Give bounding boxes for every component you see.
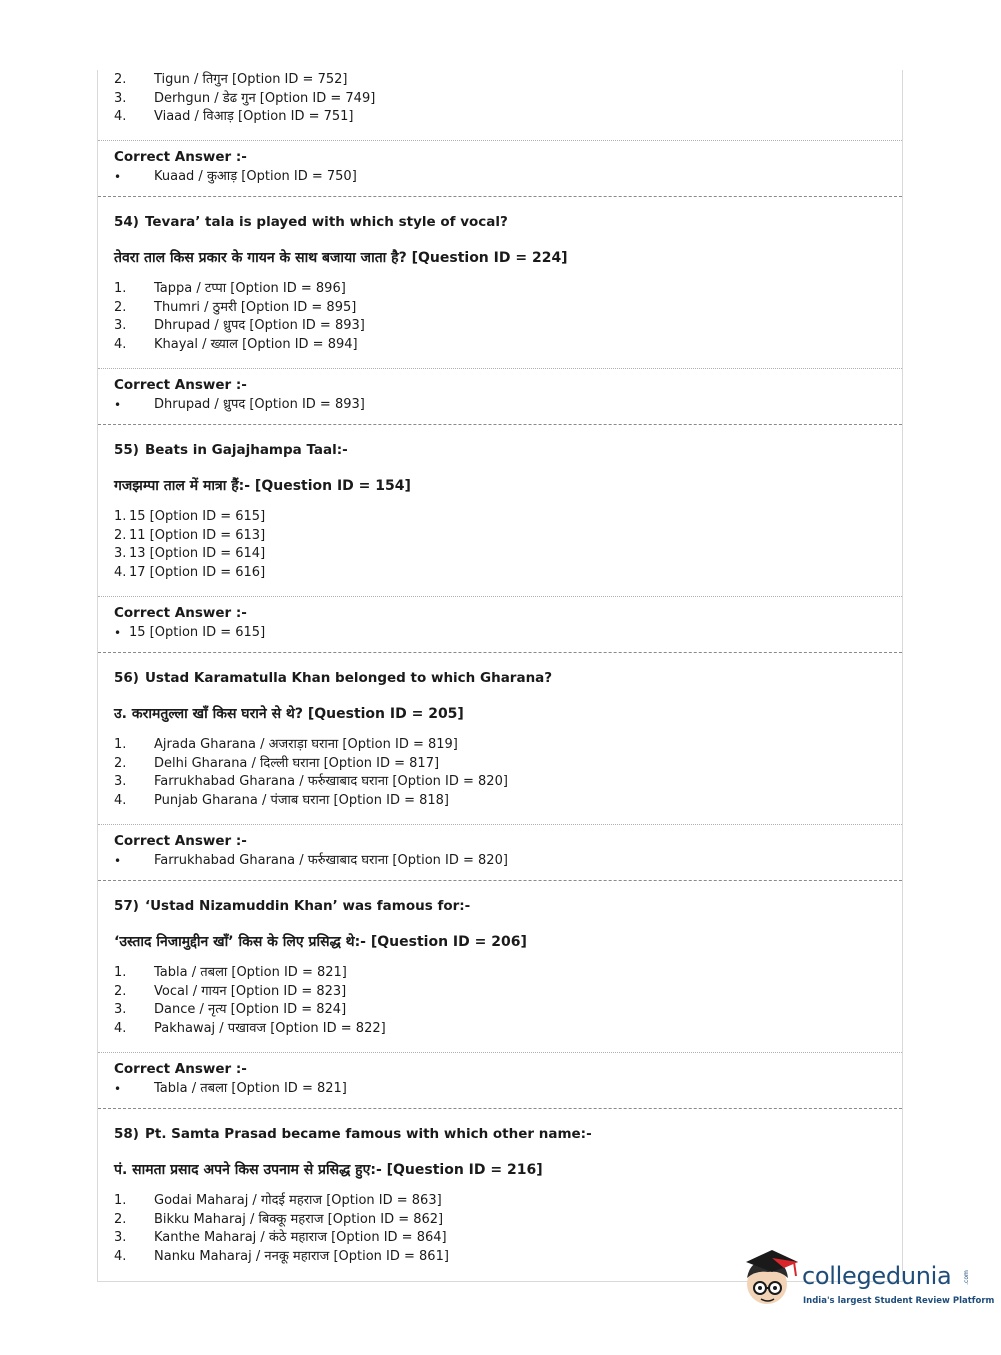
correct-answer-block xyxy=(98,1053,902,1109)
option-row: 1. Tappa / टप्पा [Option ID = 896] xyxy=(114,281,346,296)
mascot-icon xyxy=(740,1248,804,1312)
correct-answer-label: Correct Answer :- xyxy=(114,833,247,849)
question-block-57 xyxy=(98,881,902,1053)
question-hindi: पं. सामता प्रसाद अपने किस उपनाम से प्रसिद्ध हुए:- [Question ID = 216] xyxy=(114,1162,543,1178)
option-row: 2. Vocal / गायन [Option ID = 823] xyxy=(114,983,347,999)
option-row: 1. Tabla / तबला [Option ID = 821] xyxy=(114,965,347,980)
option-row: 3. Dhrupad / ध्रुपद [Option ID = 893] xyxy=(114,318,365,333)
correct-answer-block xyxy=(98,597,902,653)
option-row: 3. Derhgun / डेढ गुन [Option ID = 749] xyxy=(114,90,376,106)
logo-wordmark: collegedunia xyxy=(802,1262,952,1290)
option-row: 1. Godai Maharaj / गोदई महराज [Option ID = 863] xyxy=(114,1193,442,1208)
question-english: 55) Beats in Gajajhampa Taal:- xyxy=(114,442,348,458)
question-english: 54) Tevara’ tala is played with which style of vocal? xyxy=(114,214,508,230)
option-row: 4. Khayal / ख्याल [Option ID = 894] xyxy=(114,336,358,352)
option-row: 4. 17 [Option ID = 616] xyxy=(114,564,266,580)
option-row: 2. Bikku Maharaj / बिक्कू महराज [Option ID = 862] xyxy=(114,1211,444,1227)
option-row: 4. Pakhawaj / पखावज [Option ID = 822] xyxy=(114,1020,386,1036)
logo-tagline: India's largest Student Review Platform xyxy=(803,1296,995,1306)
option-row: 2. Thumri / ठुमरी [Option ID = 895] xyxy=(114,299,357,315)
option-row: 3. 13 [Option ID = 614] xyxy=(114,546,266,561)
question-english: 57) ‘Ustad Nizamuddin Khan’ was famous for:- xyxy=(114,898,471,914)
option-row: 2. Tigun / तिगुन [Option ID = 752] xyxy=(114,72,348,87)
option-row: 3. Dance / नृत्य [Option ID = 824] xyxy=(114,1002,347,1017)
question-paper-page xyxy=(97,70,903,1282)
question-hindi: उ. करामतुल्ला खाँ किस घराने से थे? [Question ID = 205] xyxy=(114,706,464,722)
option-row: 4. Viaad / विआड़ [Option ID = 751] xyxy=(114,109,354,124)
option-row: 3. Kanthe Maharaj / कंठे महाराज [Option ID = 864] xyxy=(114,1230,447,1245)
correct-answer-block xyxy=(98,141,902,197)
option-row: 2. 11 [Option ID = 613] xyxy=(114,527,266,543)
option-row: 4. Punjab Gharana / पंजाब घराना [Option ID = 818] xyxy=(114,792,450,808)
question-hindi: तेवरा ताल किस प्रकार के गायन के साथ बजाया जाता है? [Question ID = 224] xyxy=(114,250,568,266)
option-row: 4. Nanku Maharaj / ननकू महाराज [Option ID = 861] xyxy=(114,1248,449,1264)
correct-answer-label: Correct Answer :- xyxy=(114,149,247,165)
collegedunia-logo[interactable] xyxy=(740,1248,995,1312)
question-block-54 xyxy=(98,197,902,369)
option-row: 3. Farrukhabad Gharana / फर्रुखाबाद घराना [Option ID = 820] xyxy=(114,774,508,789)
question-english: 56) Ustad Karamatulla Khan belonged to which Gharana? xyxy=(114,670,553,686)
correct-answer-label: Correct Answer :- xyxy=(114,1061,247,1077)
correct-answer-block xyxy=(98,825,902,881)
correct-answer: • 15 [Option ID = 615] xyxy=(114,625,266,640)
option-row: 2. Delhi Gharana / दिल्ली घराना [Option ID = 817] xyxy=(114,755,440,771)
question-english: 58) Pt. Samta Prasad became famous with which other name:- xyxy=(114,1126,592,1142)
option-row: 1. Ajrada Gharana / अजराड़ा घराना [Option ID = 819] xyxy=(114,737,458,752)
correct-answer: • Tabla / तबला [Option ID = 821] xyxy=(114,1081,347,1096)
correct-answer-block xyxy=(98,369,902,425)
correct-answer-label: Correct Answer :- xyxy=(114,605,247,621)
question-hindi: गजझम्पा ताल में मात्रा हैं:- [Question ID = 154] xyxy=(114,478,411,494)
correct-answer-label: Correct Answer :- xyxy=(114,377,247,393)
correct-answer: • Dhrupad / ध्रुपद [Option ID = 893] xyxy=(114,397,365,412)
correct-answer: • Kuaad / कुआड़ [Option ID = 750] xyxy=(114,169,357,184)
question-block-55 xyxy=(98,425,902,597)
logo-domain: .com xyxy=(962,1270,970,1285)
correct-answer: • Farrukhabad Gharana / फर्रुखाबाद घराना [Option ID = 820] xyxy=(114,853,508,868)
option-row: 1. 15 [Option ID = 615] xyxy=(114,509,266,524)
top-options-block xyxy=(98,70,902,141)
question-hindi: ‘उस्ताद निजामुद्दीन खाँ’ किस के लिए प्रसिद्ध थे:- [Question ID = 206] xyxy=(114,934,527,950)
question-block-56 xyxy=(98,653,902,825)
